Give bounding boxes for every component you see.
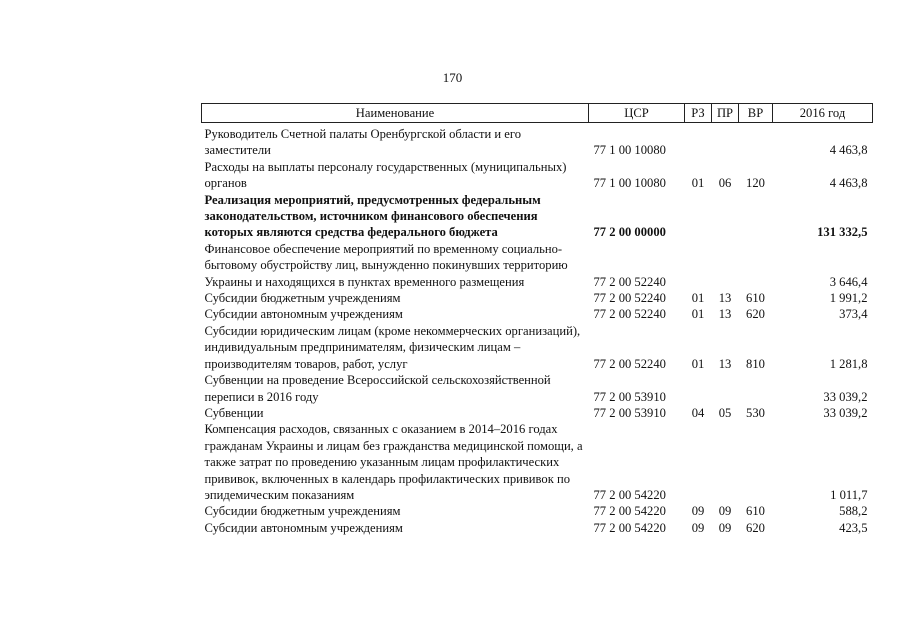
header-pr: ПР	[712, 104, 739, 123]
cell-vr	[739, 123, 773, 159]
cell-rz	[685, 372, 712, 405]
cell-name: Финансовое обеспечение мероприятий по временному социально-бытовому обустройству лиц, вынужденно покинувших территорию Украины и находящихся в пунктах временного размещения	[204, 241, 568, 289]
cell-amount: 33 039,2	[823, 389, 868, 404]
cell-amount: 1 281,8	[829, 356, 868, 371]
cell-pr: 09	[718, 520, 732, 535]
header-vr: ВР	[739, 104, 773, 123]
cell-amount: 373,4	[839, 307, 868, 322]
cell-rz: 01	[691, 176, 705, 191]
cell-name: Субсидии автономным учреждениям	[204, 520, 403, 535]
cell-name: Субвенции	[204, 405, 264, 420]
cell-vr	[739, 421, 773, 503]
cell-rz	[685, 421, 712, 503]
cell-vr: 530	[746, 405, 765, 420]
table-row	[202, 123, 873, 159]
cell-csr: 77 2 00 54220	[593, 504, 666, 519]
table-row	[202, 241, 873, 290]
cell-csr: 77 2 00 00000	[593, 225, 666, 240]
table-row	[202, 306, 873, 322]
cell-pr: 13	[718, 356, 732, 371]
cell-vr	[739, 241, 773, 290]
cell-vr: 810	[746, 356, 765, 371]
cell-rz	[685, 123, 712, 159]
cell-name: Руководитель Счетной палаты Оренбургской области и его заместители	[204, 127, 522, 158]
cell-pr: 13	[718, 291, 732, 306]
cell-csr: 77 2 00 54220	[593, 487, 666, 502]
cell-csr: 77 1 00 10080	[593, 176, 666, 191]
table-row	[202, 520, 873, 536]
cell-pr: 09	[718, 504, 732, 519]
cell-pr	[712, 123, 739, 159]
cell-vr: 120	[746, 176, 765, 191]
cell-amount: 1 011,7	[830, 487, 868, 502]
table-row	[202, 323, 873, 372]
cell-vr: 620	[746, 520, 765, 535]
cell-pr	[712, 421, 739, 503]
cell-csr: 77 2 00 52240	[593, 291, 666, 306]
cell-rz: 01	[691, 356, 705, 371]
table-row	[202, 421, 873, 503]
cell-rz: 01	[691, 291, 705, 306]
header-rz: РЗ	[685, 104, 712, 123]
cell-rz: 04	[691, 405, 705, 420]
cell-amount: 1 991,2	[829, 291, 868, 306]
cell-amount: 4 463,8	[829, 143, 868, 158]
cell-csr: 77 2 00 54220	[593, 520, 666, 535]
table-header-row	[202, 104, 873, 123]
cell-name: Субсидии автономным учреждениям	[204, 307, 403, 322]
cell-name: Субвенции на проведение Всероссийской сельскохозяйственной переписи в 2016 году	[204, 373, 551, 404]
cell-name: Субсидии бюджетным учреждениям	[204, 504, 401, 519]
cell-vr	[739, 192, 773, 241]
table-row	[202, 159, 873, 192]
cell-csr: 77 1 00 10080	[593, 143, 666, 158]
cell-rz	[685, 192, 712, 241]
cell-rz: 09	[691, 504, 705, 519]
cell-pr: 06	[718, 176, 732, 191]
cell-csr: 77 2 00 53910	[593, 405, 666, 420]
cell-amount: 4 463,8	[829, 176, 868, 191]
cell-name: Субсидии бюджетным учреждениям	[204, 291, 401, 306]
table-row	[202, 405, 873, 421]
cell-pr	[712, 192, 739, 241]
cell-name: Компенсация расходов, связанных с оказанием в 2014–2016 годах гражданам Украины и лицам без гражданства медицинской помощи, а также затрат по проведению указанным лицам профилактических прививок, включенных в календарь профилактических прививок по эпидемическим показаниям	[204, 422, 583, 502]
cell-vr: 610	[746, 291, 765, 306]
header-name: Наименование	[202, 104, 589, 123]
cell-pr: 13	[718, 307, 732, 322]
cell-csr: 77 2 00 52240	[593, 356, 666, 371]
cell-amount: 131 332,5	[817, 225, 868, 240]
table-row	[202, 192, 873, 241]
cell-pr: 05	[718, 405, 732, 420]
header-amount: 2016 год	[773, 104, 873, 123]
table-row	[202, 372, 873, 405]
cell-name: Реализация мероприятий, предусмотренных федеральным законодательством, источником финансового обеспечения которых являются средства федерального бюджета	[204, 192, 541, 240]
cell-rz: 01	[691, 307, 705, 322]
cell-pr	[712, 372, 739, 405]
budget-table	[201, 103, 873, 536]
page-number: 170	[442, 70, 463, 85]
cell-csr: 77 2 00 53910	[593, 389, 666, 404]
cell-vr: 620	[746, 307, 765, 322]
cell-name: Расходы на выплаты персоналу государственных (муниципальных) органов	[204, 159, 567, 191]
cell-amount: 3 646,4	[829, 274, 868, 289]
cell-amount: 423,5	[839, 520, 868, 535]
cell-rz	[685, 241, 712, 290]
table-row	[202, 290, 873, 306]
header-csr: ЦСР	[589, 104, 685, 123]
cell-vr: 610	[746, 504, 765, 519]
table-row	[202, 503, 873, 519]
cell-pr	[712, 241, 739, 290]
cell-csr: 77 2 00 52240	[593, 274, 666, 289]
cell-rz: 09	[691, 520, 705, 535]
cell-csr: 77 2 00 52240	[593, 307, 666, 322]
cell-name: Субсидии юридическим лицам (кроме некоммерческих организаций), индивидуальным предпринимателям, физическим лицам – производителям товаров, работ, услуг	[204, 323, 581, 371]
table-body	[202, 123, 873, 537]
cell-amount: 33 039,2	[823, 405, 868, 420]
cell-amount: 588,2	[839, 504, 868, 519]
cell-vr	[739, 372, 773, 405]
